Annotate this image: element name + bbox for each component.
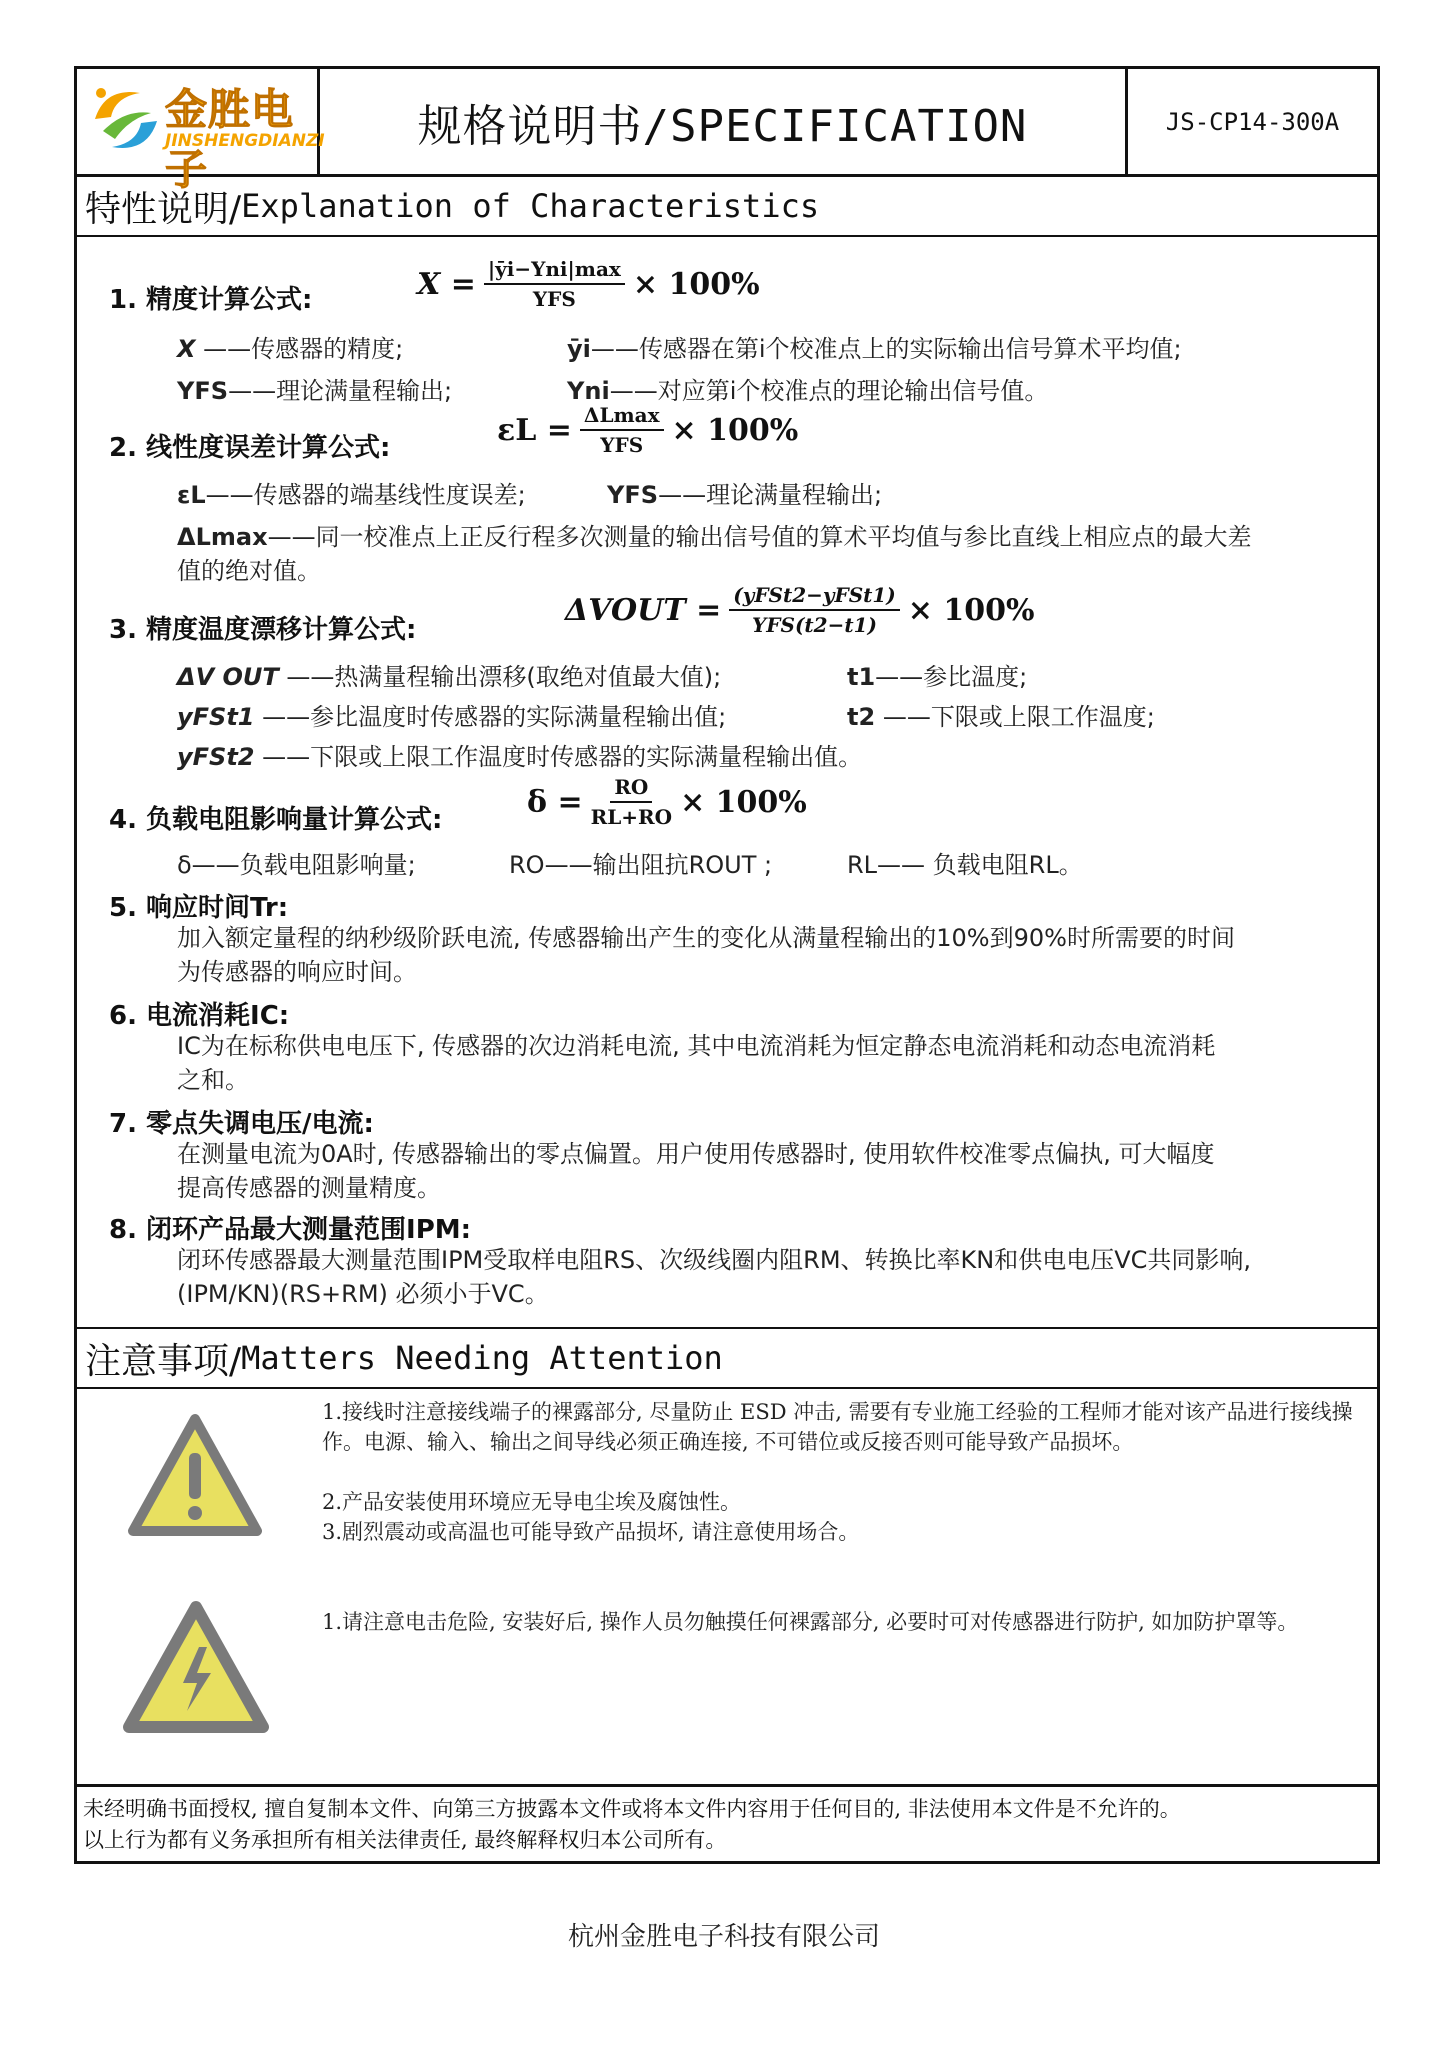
s3-formula <box>565 583 1034 637</box>
s4-def-1: δ——负载电阻影响量; <box>177 851 416 879</box>
s8-line-2: (IPM/KN)(RS+RM) 必须小于VC。 <box>177 1280 549 1308</box>
warning-note-2: 2.产品安装使用环境应无导电尘埃及腐蚀性。 <box>322 1490 742 1514</box>
s2-def-1-sym: εL <box>177 481 206 509</box>
s3-formula-lhs: ΔVOUT = <box>565 592 722 628</box>
attention-heading-en: Matters Needing Attention <box>241 1339 723 1377</box>
s1-formula-lhs: X = <box>417 266 476 302</box>
attention-heading-cn: 注意事项/ <box>85 1340 242 1382</box>
s3-def-1-text: ——热满量程输出漂移(取绝对值最大值); <box>286 663 722 691</box>
spec-sheet <box>74 66 1380 1864</box>
s6-line-1: IC为在标称供电电压下, 传感器的次边消耗电流, 其中电流消耗为恒定静态电流消耗和动态电流消耗 <box>177 1032 1216 1060</box>
s2-formula-rhs: × 100% <box>671 412 799 448</box>
s1-def-4-sym: Yni <box>567 377 610 405</box>
electric-shock-icon <box>121 1599 271 1739</box>
header <box>77 69 1377 194</box>
characteristics-heading-cn: 特性说明/ <box>85 188 242 230</box>
s4-title: 4. 负载电阻影响量计算公式: <box>109 805 443 835</box>
s3-formula-fraction <box>729 583 900 637</box>
characteristics-heading-en: Explanation of Characteristics <box>241 187 820 225</box>
company-name: 杭州金胜电子科技有限公司 <box>567 1922 880 1952</box>
s3-def-5 <box>177 737 862 772</box>
copyright-notice <box>83 1794 1373 1856</box>
warning-triangle-icon <box>125 1411 265 1541</box>
s8-line-1: 闭环传感器最大测量范围IPM受取样电阻RS、次级线圈内阻RM、转换比率KN和供电电压VC共同影响, <box>177 1246 1252 1274</box>
s8-title: 8. 闭环产品最大测量范围IPM: <box>109 1215 472 1245</box>
s4-formula-rhs: × 100% <box>680 784 807 820</box>
s1-def-3-sym: YFS <box>177 377 229 405</box>
s3-def-3-text: ——参比温度时传感器的实际满量程输出值; <box>262 703 727 731</box>
s5-line-2: 为传感器的响应时间。 <box>177 958 417 986</box>
s2-def-1-text: ——传感器的端基线性度误差; <box>205 481 526 509</box>
s2-def-1 <box>177 475 526 510</box>
s2-def-2 <box>607 475 882 510</box>
s3-def-1-sym: ΔV OUT <box>177 663 279 691</box>
s3-def-5-text: ——下限或上限工作温度时传感器的实际满量程输出值。 <box>262 743 863 771</box>
s1-def-3 <box>177 371 452 406</box>
s1-def-4-text: ——对应第i个校准点的理论输出信号值。 <box>609 377 1049 405</box>
s3-def-4 <box>847 697 1155 732</box>
characteristics-heading <box>77 177 1377 237</box>
s3-formula-num: (yFSt2−yFSt1) <box>729 583 900 611</box>
s2-def-3b: 值的绝对值。 <box>177 557 321 585</box>
shock-note-1: 1.请注意电击危险, 安装好后, 操作人员勿触摸任何裸露部分, 必要时可对传感器进行防护, 如加防护罩等。 <box>322 1610 1299 1634</box>
s1-formula-rhs: × 100% <box>632 266 760 302</box>
s3-def-4-text: ——下限或上限工作温度; <box>882 703 1155 731</box>
s4-formula-lhs: δ = <box>527 784 583 820</box>
s4-formula-den: RL+RO <box>590 805 673 829</box>
characteristics-body <box>77 239 1377 1329</box>
s4-formula <box>527 775 807 829</box>
s1-def-1-text: ——传感器的精度; <box>203 335 404 363</box>
s4-def-3: RL—— 负载电阻RL。 <box>847 851 1083 879</box>
s3-def-2 <box>847 657 1027 692</box>
s1-def-2-sym: ȳi <box>567 335 591 363</box>
s6-title: 6. 电流消耗IC: <box>109 1001 290 1031</box>
s7-line-1: 在测量电流为0A时, 传感器输出的零点偏置。用户使用传感器时, 使用软件校准零点偏执, 可大幅度 <box>177 1140 1215 1168</box>
s2-title: 2. 线性度误差计算公式: <box>109 433 391 463</box>
s7-line-2: 提高传感器的测量精度。 <box>177 1174 441 1202</box>
copyright-line-1: 未经明确书面授权, 擅自复制本文件、向第三方披露本文件或将本文件内容用于任何目的, 非法使用本文件是不允许的。 <box>83 1797 1181 1821</box>
s1-def-1 <box>177 329 403 364</box>
s1-def-4 <box>567 371 1048 406</box>
s2-formula <box>497 403 798 457</box>
s1-title: 1. 精度计算公式: <box>109 285 313 315</box>
attention-body <box>77 1389 1377 1787</box>
s5-paragraph <box>177 921 1357 989</box>
s8-paragraph <box>177 1243 1357 1311</box>
s3-formula-den: YFS(t2−t1) <box>752 613 877 637</box>
s3-def-1 <box>177 657 721 692</box>
s3-def-2-text: ——参比温度; <box>875 663 1028 691</box>
s6-paragraph <box>177 1029 1357 1097</box>
s1-formula-fraction <box>484 257 625 311</box>
s3-formula-rhs: × 100% <box>907 592 1035 628</box>
s1-def-1-sym: X <box>177 335 196 363</box>
s1-def-3-text: ——理论满量程输出; <box>228 377 453 405</box>
title-cell <box>320 69 1128 174</box>
s2-def-3-sym: ΔLmax <box>177 523 268 551</box>
s2-def-3 <box>177 517 1252 552</box>
logo-swoosh-icon <box>85 79 167 161</box>
s3-def-4-sym: t2 <box>847 703 876 731</box>
document-title: 规格说明书/SPECIFICATION <box>417 100 1028 152</box>
s5-title: 5. 响应时间Tr: <box>109 893 289 923</box>
s1-def-2 <box>567 329 1182 364</box>
s7-paragraph <box>177 1137 1357 1205</box>
warning-note-3: 3.剧烈震动或高温也可能导致产品损坏, 请注意使用场合。 <box>322 1520 860 1544</box>
attention-heading <box>77 1329 1377 1389</box>
s4-formula-num: RO <box>610 775 652 803</box>
s7-title: 7. 零点失调电压/电流: <box>109 1109 374 1139</box>
code-cell <box>1128 69 1377 174</box>
s2-def-2-text: ——理论满量程输出; <box>658 481 883 509</box>
s5-line-1: 加入额定量程的纳秒级阶跃电流, 传感器输出产生的变化从满量程输出的10%到90%时所需要的时间 <box>177 924 1235 952</box>
s4-def-2: RO——输出阻抗ROUT ; <box>509 851 773 879</box>
s2-formula-fraction <box>580 403 664 457</box>
s2-def-3-text: ——同一校准点上正反行程多次测量的输出信号值的算术平均值与参比直线上相应点的最大差 <box>267 523 1252 551</box>
s1-formula <box>417 257 760 311</box>
logo-text-en: JINSHENGDIANZI <box>165 131 325 151</box>
model-code: JS-CP14-300A <box>1165 107 1340 136</box>
s3-def-3 <box>177 697 726 732</box>
s1-formula-num: |ȳi−Yni|max <box>484 257 625 285</box>
s3-def-2-sym: t1 <box>847 663 876 691</box>
s2-def-2-sym: YFS <box>607 481 659 509</box>
logo <box>77 69 325 194</box>
s3-def-3-sym: yFSt1 <box>177 703 255 731</box>
s4-formula-fraction <box>591 775 672 829</box>
s2-formula-den: YFS <box>600 433 644 457</box>
copyright-line-2: 以上行为都有义务承担所有相关法律责任, 最终解释权归本公司所有。 <box>83 1828 727 1852</box>
s1-def-2-text: ——传感器在第i个校准点上的实际输出信号算术平均值; <box>590 335 1182 363</box>
logo-text-cn: 金胜电子 <box>165 85 295 194</box>
s3-title: 3. 精度温度漂移计算公式: <box>109 615 417 645</box>
s2-formula-num: ΔLmax <box>580 403 664 431</box>
s2-formula-lhs: εL = <box>497 412 572 448</box>
s1-formula-den: YFS <box>532 287 576 311</box>
s6-line-2: 之和。 <box>177 1066 249 1094</box>
s3-def-5-sym: yFSt2 <box>177 743 255 771</box>
warning-note-1: 1.接线时注意接线端子的裸露部分, 尽量防止 ESD 冲击, 需要有专业施工经验的工程师才能对该产品进行接线操作。电源、输入、输出之间导线必须正确连接, 不可错位或反接否则可能导致产品损坏。 <box>322 1400 1353 1454</box>
